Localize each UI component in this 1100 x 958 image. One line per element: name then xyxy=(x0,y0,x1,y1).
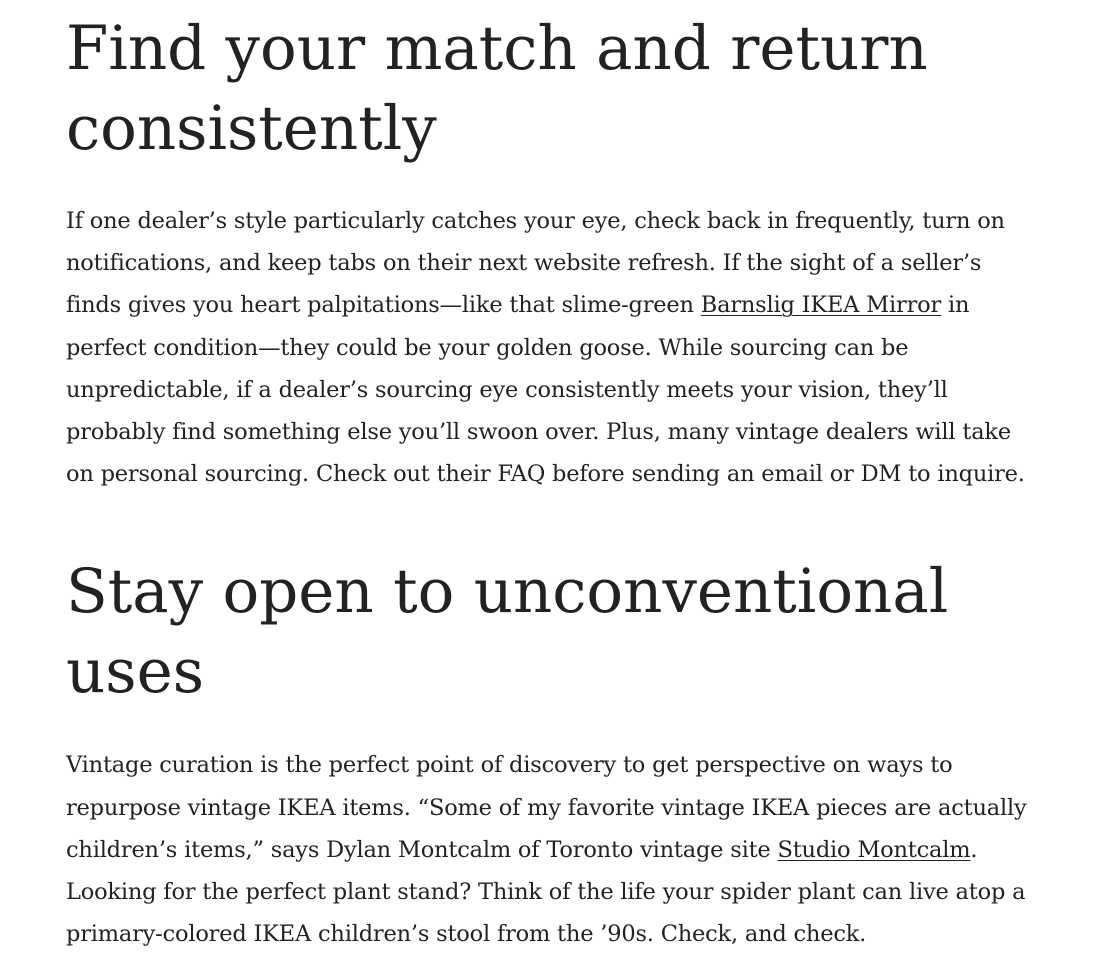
barnslig-ikea-mirror-link[interactable]: Barnslig IKEA Mirror xyxy=(700,292,942,319)
studio-montcalm-link[interactable]: Studio Montcalm xyxy=(777,836,971,863)
section-paragraph-find-your-match xyxy=(66,200,1031,495)
paragraph-text: Vintage curation is the perfect point of discovery to get perspective on ways to repurpose vintage IKEA items. “Some of my favorite vintage IKEA pieces are actually children’s items,” says Dylan Montcalm of Toronto vintage site xyxy=(66,752,1027,863)
paragraph-text: . Looking for the perfect plant stand? Think of the life your spider plant can live atop a primary-colored IKEA children’s stool from the ’90s. Check, and check. xyxy=(66,836,1026,948)
paragraph-text: in perfect condition—they could be your golden goose. While sourcing can be unpredictable, if a dealer’s sourcing eye consistently meets your vision, they’ll probably find something else you’ll swoon over. Plus, many vintage dealers will take on personal sourcing. Check out their FAQ before sending an email or DM to inquire. xyxy=(66,292,1025,488)
section-paragraph-unconventional-uses xyxy=(66,744,1031,955)
paragraph-text: If one dealer’s style particularly catches your eye, check back in frequently, turn on notifications, and keep tabs on their next website refresh. If the sight of a seller’s finds gives you heart palpitations—like that slime-green xyxy=(66,208,1005,319)
section-heading-find-your-match: Find your match and return consistently xyxy=(66,13,928,164)
section-heading-unconventional-uses: Stay open to unconventional uses xyxy=(66,556,949,708)
